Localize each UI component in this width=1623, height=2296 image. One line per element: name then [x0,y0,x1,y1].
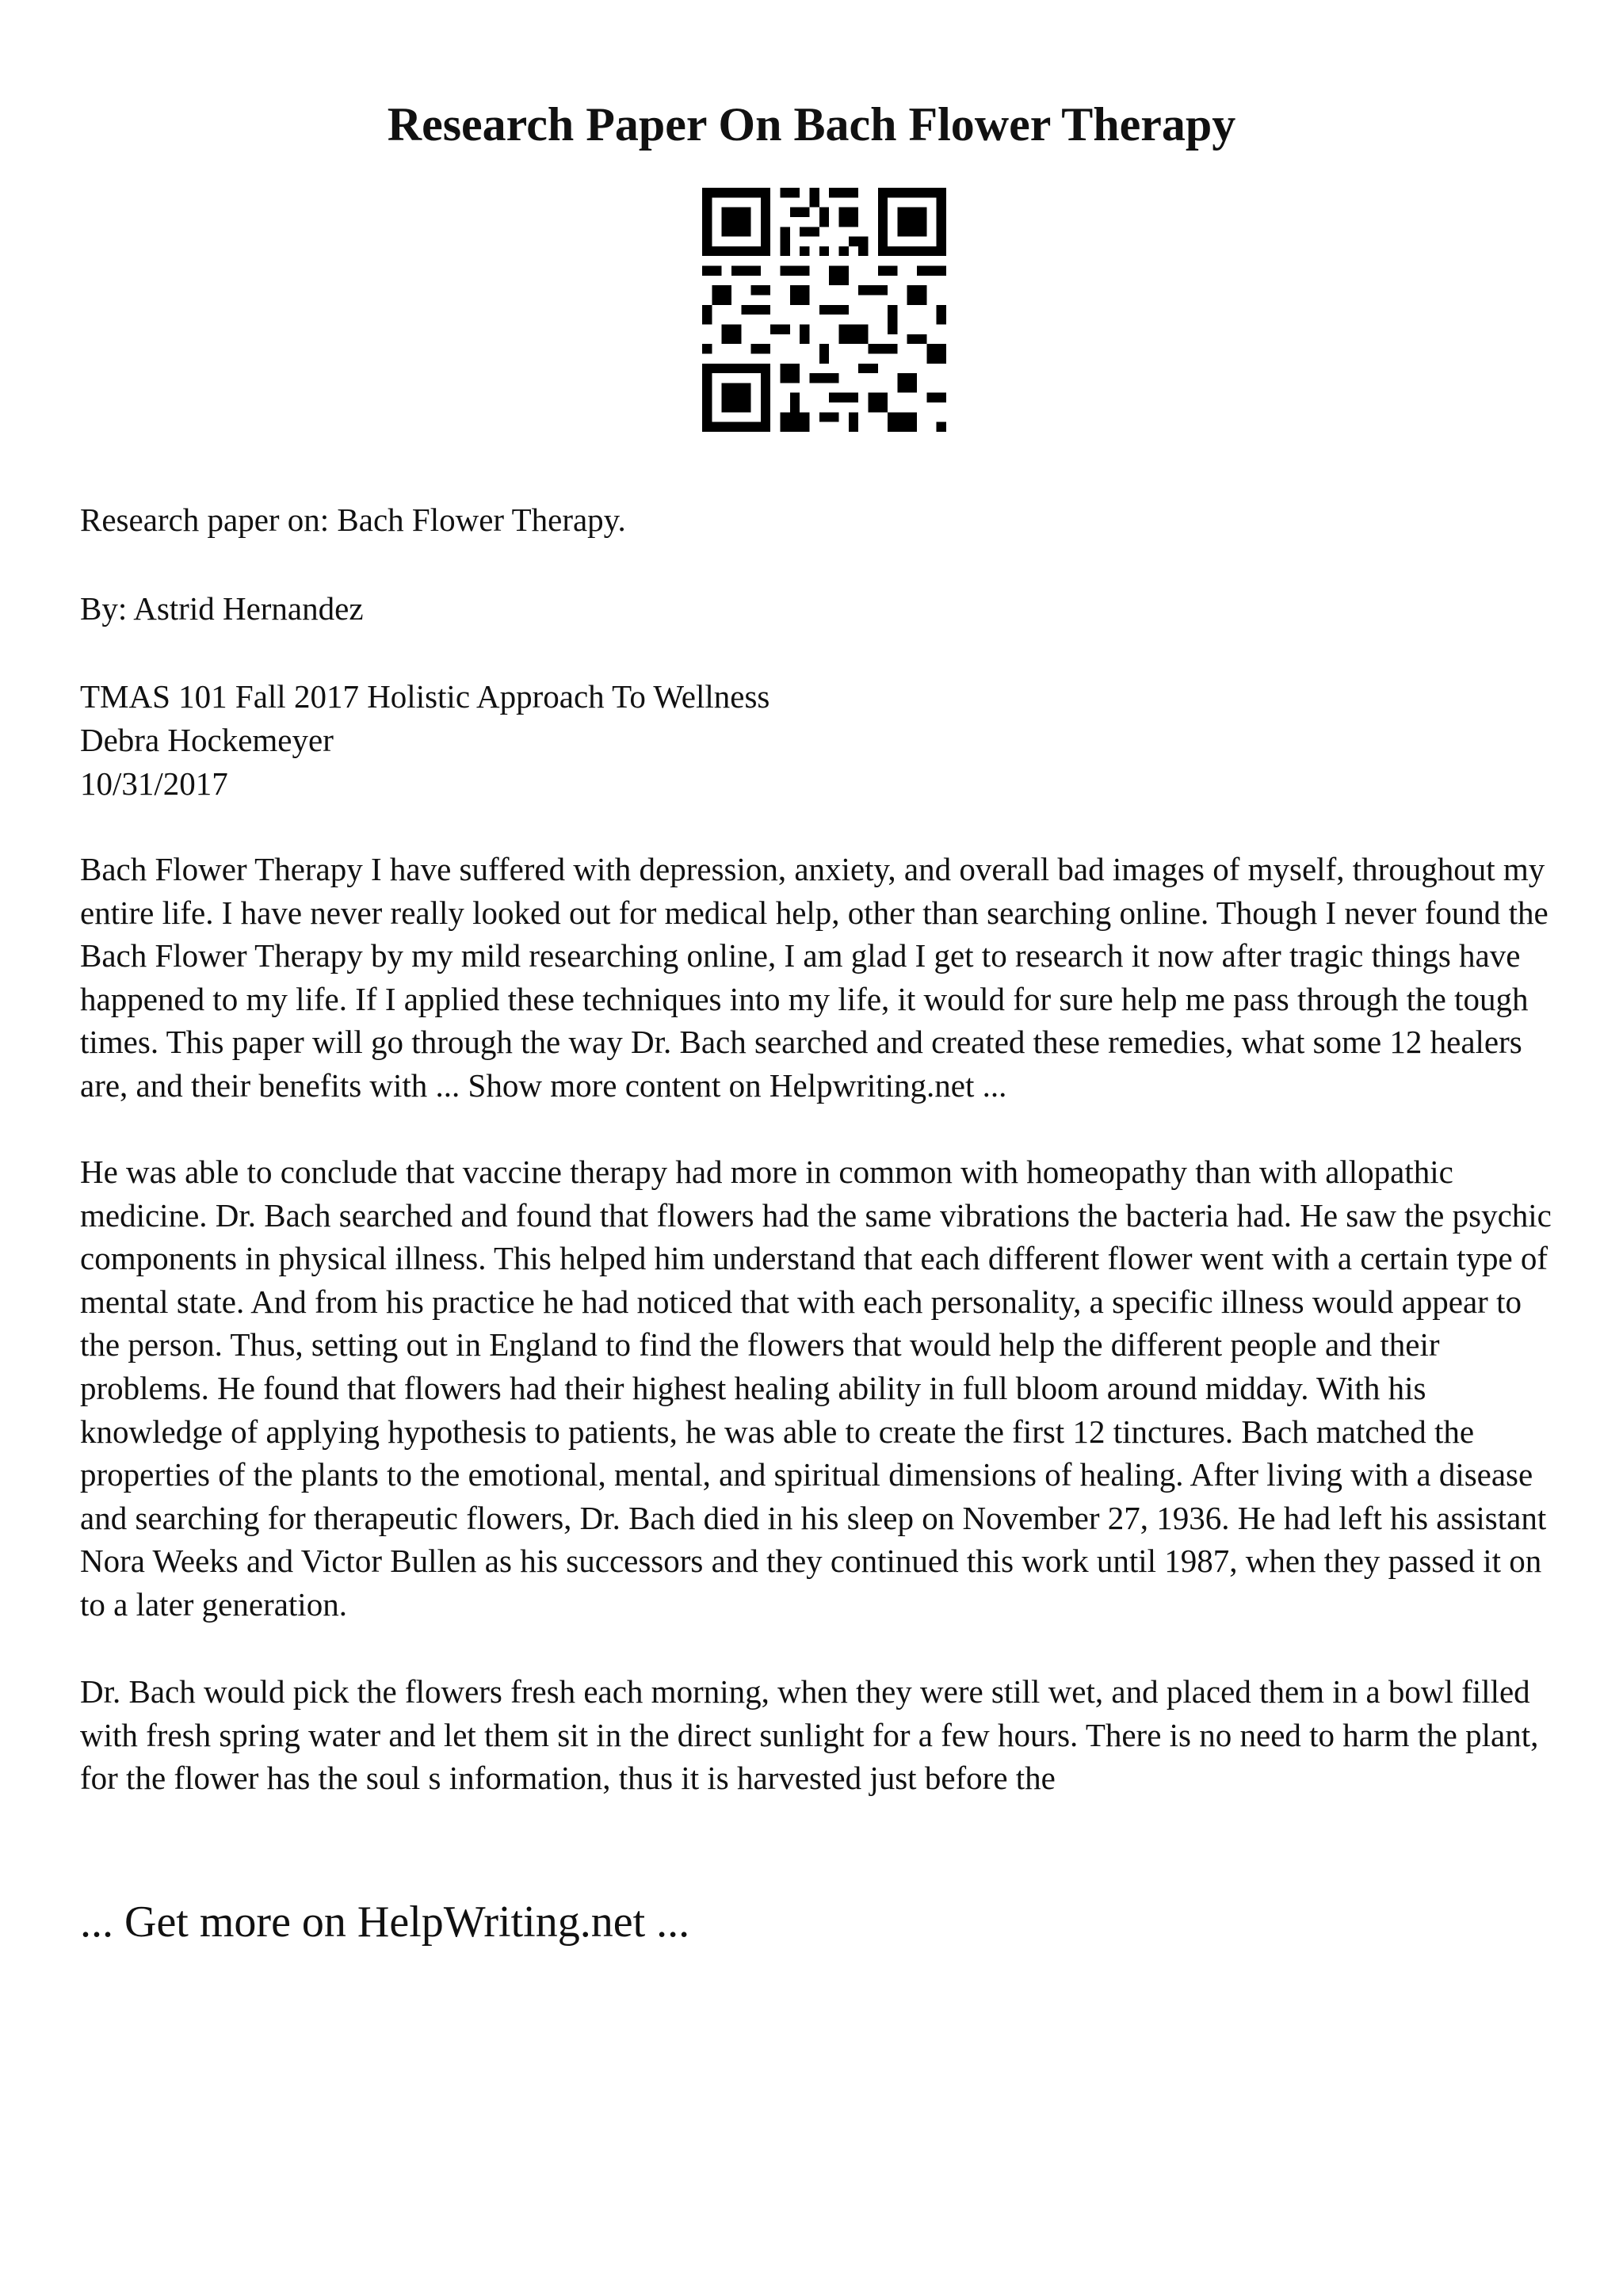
page-title: Research Paper On Bach Flower Therapy [387,98,1236,151]
get-more-link[interactable]: ... Get more on HelpWriting.net ... [80,1897,690,1947]
body-paragraph-3: Dr. Bach would pick the flowers fresh each morning, when they were still wet, and placed them in a bowl filled with fresh spring water and let them sit in the direct sunlight for a few hours. There is no need to harm the plant, for the flower has the soul s information, thus it is harvested just before the [80,1673,1539,1797]
date-line: 10/31/2017 [80,765,228,802]
qr-code-icon [702,188,946,432]
course-line: TMAS 101 Fall 2017 Holistic Approach To Wellness [80,678,770,715]
body-paragraph-2: He was able to conclude that vaccine therapy had more in common with homeopathy than with allopathic medicine. Dr. Bach searched and found that flowers had the same vibrations the bacteria had. He saw the psychic components in physical illness. This helped him understand that each different flower went with a certain type of mental state. And from his practice he had noticed that with each personality, a specific illness would appear to the person. Thus, setting out in England to find the flowers that would help the different people and their problems. He found that flowers had their highest healing ability in full bloom around midday. With his knowledge of applying hypothesis to patients, he was able to create the first 12 tinctures. Bach matched the properties of the plants to the emotional, mental, and spiritual dimensions of healing. After living with a disease and searching for therapeutic flowers, Dr. Bach died in his sleep on November 27, 1936. He had left his assistant Nora Weeks and Victor Bullen as his successors and they continued this work until 1987, when they passed it on to a later generation. [80,1154,1552,1623]
intro-line: Research paper on: Bach Flower Therapy. [80,502,626,538]
instructor-line: Debra Hockemeyer [80,722,334,758]
body-paragraph-1: Bach Flower Therapy I have suffered with depression, anxiety, and overall bad images of myself, throughout my entire life. I have never really looked out for medical help, other than searching online. Though I never found the Bach Flower Therapy by my mild researching online, I am glad I get to research it now after tragic things have happened to my life. If I applied these techniques into my life, it would for sure help me pass through the tough times. This paper will go through the way Dr. Bach searched and created these remedies, what some 12 healers are, and their benefits with ... Show more content on Helpwriting.net ... [80,851,1549,1104]
author-line: By: Astrid Hernandez [80,590,364,627]
